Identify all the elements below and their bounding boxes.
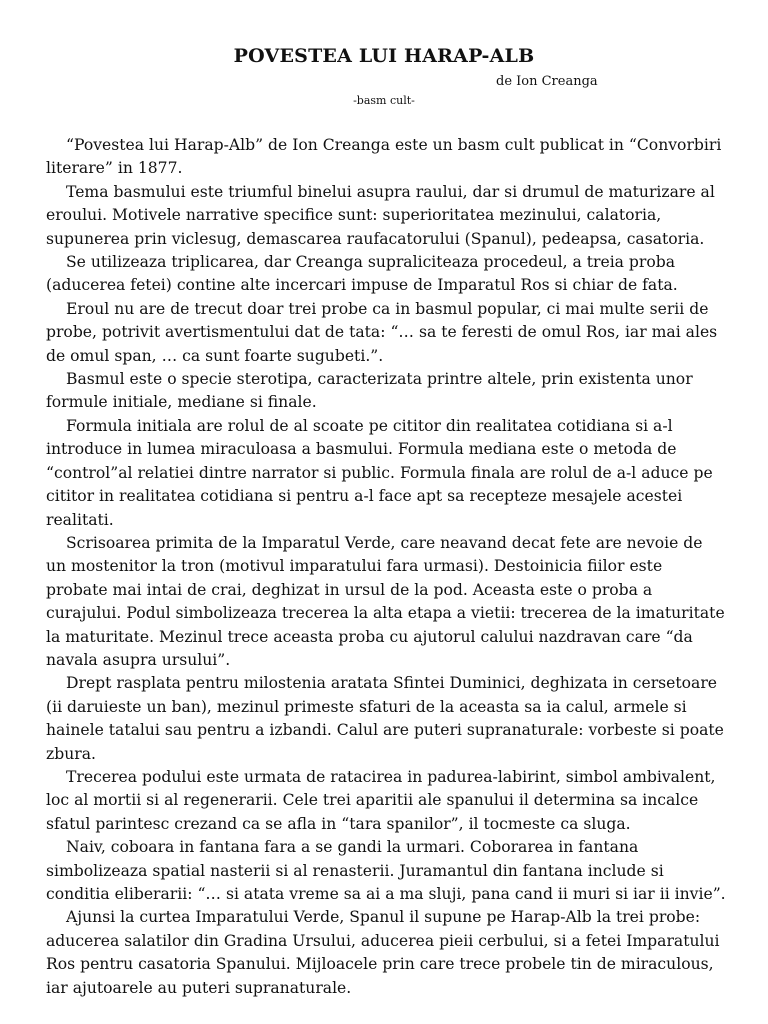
paragraph: Tema basmului este triumful binelui asupra raului, dar si drumul de maturizare al eroului. Motivele narrative specifice sunt: superioritatea mezinului, calatoria, supunerea prin viclesug, demascarea raufacatorului (Spanul), pedeapsa, casatoria.: [46, 182, 715, 248]
paragraph: “Povestea lui Harap-Alb” de Ion Creanga este un basm cult publicat in “Convorbiri literare” in 1877.: [46, 136, 722, 178]
document-author: de Ion Creanga: [496, 74, 598, 89]
paragraph: Ajunsi la curtea Imparatului Verde, Spanul il supune pe Harap-Alb la trei probe: aducerea salatilor din Gradina Ursului, aducerea pieii cerbului, si a fetei Imparatului Ros pentru casatoria Spanului. Mijloacele prin care trece probele tin de miraculous, iar ajutoarele au puteri supranaturale.: [46, 908, 720, 997]
paragraph: Drept rasplata pentru milostenia aratata Sfintei Duminici, deghizata in cersetoare (ii daruieste un ban), mezinul primeste sfaturi de la aceasta sa ia calul, armele si hainele tatalui sau pentru a izbandi. Calul are puteri supranaturale: vorbeste si poate zbura.: [46, 674, 724, 763]
paragraph: Trecerea podului este urmata de ratacirea in padurea-labirint, simbol ambivalent, loc al mortii si al regenerarii. Cele trei aparitii ale spanului il determina sa incalce sfatul parintesc crezand ca se afla in “tara spanilor”, il tocmeste ca sluga.: [46, 767, 716, 833]
document-body: [46, 134, 726, 1000]
paragraph: Naiv, coboara in fantana fara a se gandi la urmari. Coborarea in fantana simbolizeaza spatial nasterii si al renasterii. Juramantul din fantana include si conditia eliberarii: “… si atata vreme sa ai a ma sluji, pana cand ii muri si iar ii invie”.: [46, 838, 726, 903]
paragraph: Se utilizeaza triplicarea, dar Creanga supraliciteaza procedeul, a treia proba (aducerea fetei) contine alte incercari impuse de Imparatul Ros si chiar de fata.: [46, 253, 678, 295]
document-title: POVESTEA LUI HARAP-ALB: [233, 45, 535, 67]
paragraph: Basmul este o specie sterotipa, caracterizata printre altele, prin existenta unor formule initiale, mediane si finale.: [46, 370, 693, 412]
paragraph: Eroul nu are de trecut doar trei probe ca in basmul popular, ci mai multe serii de probe, potrivit avertismentului dat de tata: “… sa te feresti de omul Ros, iar mai ales de omul span, … ca sunt foarte sugubeti.”.: [46, 299, 718, 365]
paragraph: Formula initiala are rolul de al scoate pe cititor din realitatea cotidiana si a-l introduce in lumea miraculoasa a basmului. Formula mediana este o metoda de “control”al relatiei dintre narrator si public. Formula finala are rolul de a-l aduce pe cititor in realitatea cotidiana si pentru a-l face apt sa recepteze mesajele acestei realitati.: [46, 416, 713, 529]
paragraph: Scrisoarea primita de la Imparatul Verde, care neavand decat fete are nevoie de un mostenitor la tron (motivul imparatului fara urmasi). Destoinicia fiilor este probate mai intai de crai, deghizat in ursul de la pod. Aceasta este o proba a curajului. Podul simbolizeaza trecerea la alta etapa a vietii: trecerea de la imaturitate la maturitate. Mezinul trece aceasta proba cu ajutorul calului nazdravan care “da navala asupra ursului”.: [46, 533, 725, 669]
document-genre: -basm cult-: [353, 94, 415, 107]
